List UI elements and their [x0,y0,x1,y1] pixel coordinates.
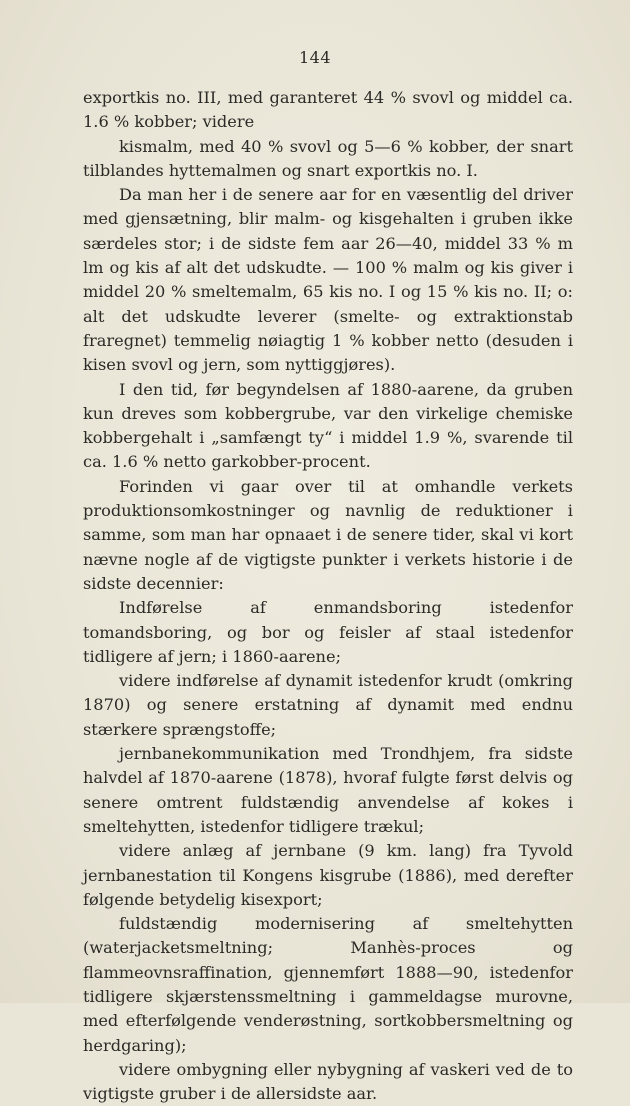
paragraph: Forinden vi gaar over til at omhandle verkets produktionsomkostninger og navnlig de reduktioner i samme, som man har opnaaet i de senere tider, skal vi kort nævne nogle af de vigtigste punkter i verkets historie i de sidste decennier: [83,476,573,593]
list-item: jernbanekommunikation med Trondhjem, fra sidste halvdel af 1870-aarene (1878), hvoraf fulgte først delvis og senere omtrent fuldstændig anvendelse af kokes i smeltehytten, istedenfor tidligere trækul; [83,744,573,836]
paragraph: I den tid, før begyndelsen af 1880-aarene, da gruben kun dreves som kobbergrube, var den virkelige chemiske kobbergehalt i „samfængt ty“ i middel 1.9 %, svarende til ca. 1.6 % netto garkobber-procent. [83,379,573,472]
list-item: videre anlæg af jernbane (9 km. lang) fra Tyvold jernbanestation til Kongens kisgrube (1886), med derefter følgende betydelig kisexport; [83,841,573,909]
paragraph: kismalm, med 40 % svovl og 5—6 % kobber, der snart tilblandes hyttemalmen og snart exportkis no. I. [83,136,573,180]
list-item: fuldstændig modernisering af smeltehytten (waterjacketsmeltning; Manhès-proces og flammeovnsraffination, gjennemført 1888—90, istedenfor tidligere skjærstenssmeltning i gammeldagse murovne, med efterfølgende venderøstning, sortkobbersmeltning og herdgaring); [83,914,573,1055]
list-item: videre ombygning eller nybygning af vaskeri ved de to vigtigste gruber i de allersidste aar. [83,1059,573,1104]
page-number: 144 [298,48,332,67]
paragraph: Da man her i de senere aar for en væsentlig del driver med gjensætning, blir malm- og kisgehalten i gruben ikke særdeles stor; i de sidste fem aar 26—40, middel 33 % m lm og kis af alt det udskudte. — 100 % malm og kis giver i middel 20 % smeltemalm, 65 kis no. I og 15 % kis no. II; o: alt det udskudte leverer (smelte- og extraktionstab fraregnet) temmelig nøiagtig 1 % kobber netto (desuden i kisen svovl og jern, som nyttiggjøres). [83,185,573,375]
list-item: videre indførelse af dynamit istedenfor krudt (omkring 1870) og senere erstatning af dynamit med endnu stærkere sprængstoffe; [83,671,573,739]
list-item: Indførelse af enmandsboring istedenfor tomandsboring, og bor og feisler af staal istedenfor tidligere af jern; i 1860-aarene; [83,598,573,666]
paragraph-continuation: exportkis no. III, med garanteret 44 % svovl og middel ca. 1.6 % kobber; videre [83,88,573,132]
body-text [83,86,573,1106]
